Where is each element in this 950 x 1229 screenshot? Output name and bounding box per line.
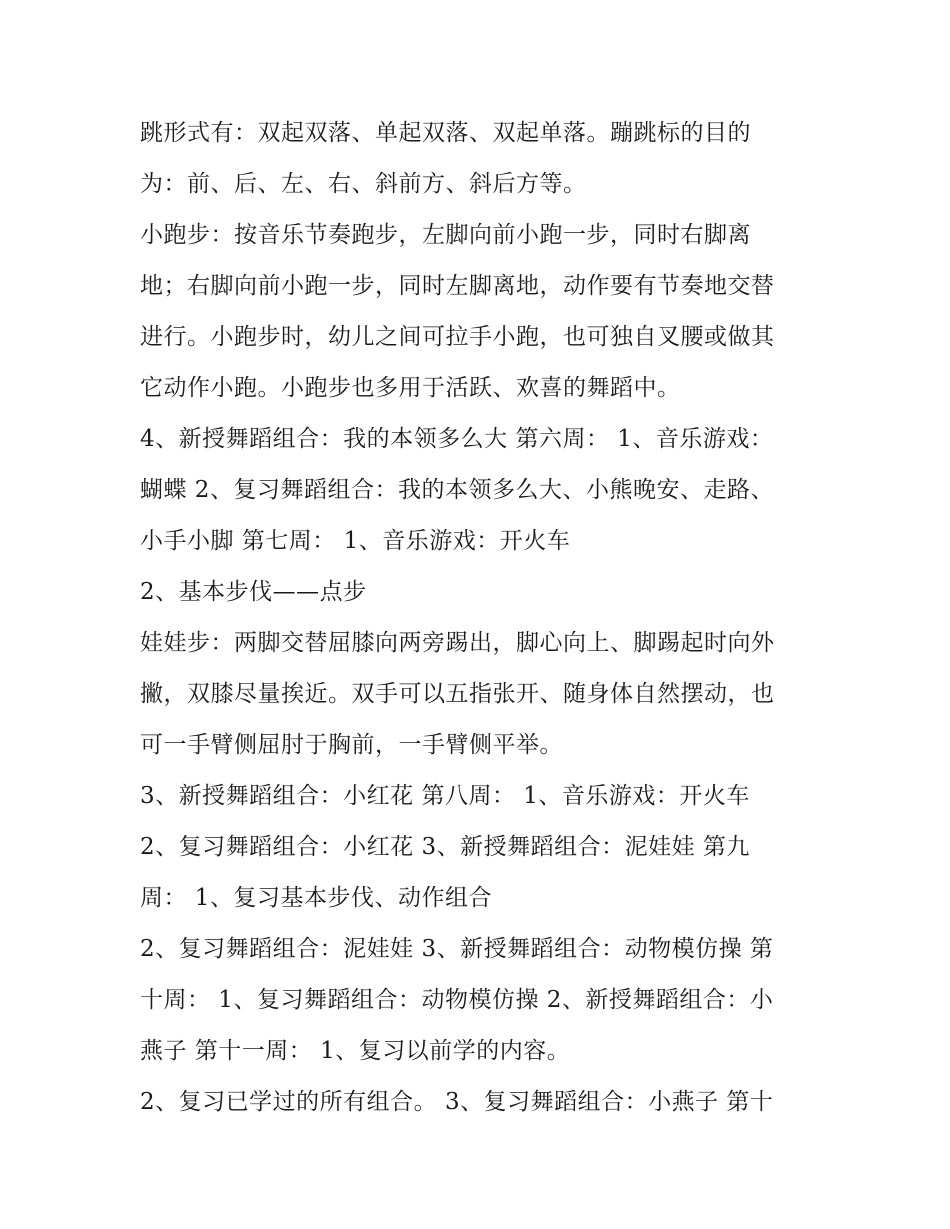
text-line: 娃娃步：两脚交替屈膝向两旁踢出，脚心向上、脚踢起时向外 — [140, 630, 775, 656]
text-line: 地；右脚向前小跑一步，同时左脚离地，动作要有节奏地交替 — [140, 273, 775, 299]
text-line: 2、复习舞蹈组合：泥娃娃 3、新授舞蹈组合：动物模仿操 第 — [140, 936, 774, 962]
text-line: 它动作小跑。小跑步也多用于活跃、欢喜的舞蹈中。 — [140, 375, 681, 401]
text-line: 周： 1、复习基本步伐、动作组合 — [140, 885, 492, 911]
text-line: 2、复习已学过的所有组合。 3、复习舞蹈组合：小燕子 第十 — [140, 1089, 774, 1115]
text-line: 跳形式有：双起双落、单起双落、双起单落。蹦跳标的目的 — [140, 120, 751, 146]
text-line: 3、新授舞蹈组合：小红花 第八周： 1、音乐游戏：开火车 — [140, 783, 750, 809]
text-line: 小手小脚 第七周： 1、音乐游戏：开火车 — [140, 528, 571, 554]
text-line: 十周： 1、复习舞蹈组合：动物模仿操 2、新授舞蹈组合：小 — [140, 987, 774, 1013]
text-line: 燕子 第十一周： 1、复习以前学的内容。 — [140, 1038, 571, 1064]
text-line: 为：前、后、左、右、斜前方、斜后方等。 — [140, 171, 587, 197]
text-line: 4、新授舞蹈组合：我的本领多么大 第六周： 1、音乐游戏： — [140, 426, 774, 452]
text-line: 2、复习舞蹈组合：小红花 3、新授舞蹈组合：泥娃娃 第九 — [140, 834, 750, 860]
text-line: 进行。小跑步时，幼儿之间可拉手小跑，也可独自叉腰或做其 — [140, 324, 775, 350]
body-text — [140, 108, 830, 1128]
text-line: 撇，双膝尽量挨近。双手可以五指张开、随身体自然摆动，也 — [140, 681, 775, 707]
text-line: 蝴蝶 2、复习舞蹈组合：我的本领多么大、小熊晚安、走路、 — [140, 477, 774, 503]
text-line: 2、基本步伐——点步 — [140, 579, 367, 605]
text-line: 小跑步：按音乐节奏跑步，左脚向前小跑一步，同时右脚离 — [140, 222, 751, 248]
text-line: 可一手臂侧屈肘于胸前，一手臂侧平举。 — [140, 732, 563, 758]
